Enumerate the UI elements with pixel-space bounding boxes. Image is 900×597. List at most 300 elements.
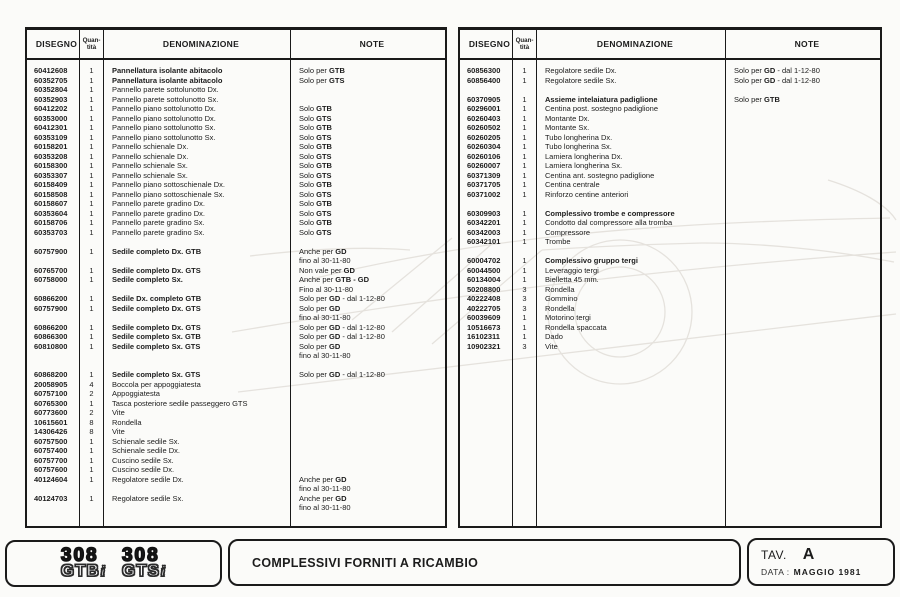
part-qty: 1 bbox=[80, 370, 104, 380]
part-qty: 1 bbox=[513, 180, 537, 190]
part-note bbox=[291, 332, 445, 342]
part-code: 60260304 bbox=[460, 142, 513, 152]
part-name: Complessivo trombe e compressore bbox=[537, 209, 726, 219]
note-line: Solo GTS bbox=[299, 113, 332, 123]
note-line: Solo GTB bbox=[299, 123, 332, 132]
part-note bbox=[291, 76, 445, 86]
part-name: Pannello schienale Sx. bbox=[104, 161, 291, 171]
part-name: Bielletta 45 mm. bbox=[537, 275, 726, 285]
table-row bbox=[460, 142, 880, 152]
part-name: Vite bbox=[537, 342, 726, 352]
table-row bbox=[27, 180, 445, 190]
part-name: Sedile completo Sx. bbox=[104, 275, 291, 294]
part-qty: 3 bbox=[513, 294, 537, 304]
part-qty: 1 bbox=[80, 133, 104, 143]
part-note bbox=[291, 437, 445, 447]
part-code: 60371705 bbox=[460, 180, 513, 190]
part-qty: 1 bbox=[80, 247, 104, 266]
part-code: 40124703 bbox=[27, 494, 80, 513]
table-row bbox=[27, 275, 445, 294]
part-qty: 1 bbox=[80, 218, 104, 228]
part-note bbox=[291, 361, 445, 371]
spacer-row bbox=[460, 85, 880, 95]
part-name: Pannello parete gradino Dx. bbox=[104, 199, 291, 209]
part-note bbox=[291, 142, 445, 152]
part-code: 40124604 bbox=[27, 475, 80, 494]
part-code: 60260205 bbox=[460, 133, 513, 143]
part-code: 60810800 bbox=[27, 342, 80, 361]
table-row bbox=[460, 285, 880, 295]
part-qty: 1 bbox=[80, 332, 104, 342]
part-note bbox=[726, 104, 880, 114]
part-qty: 3 bbox=[513, 342, 537, 352]
note-line: Solo per GD - dal 1-12-80 bbox=[299, 322, 385, 332]
table-row bbox=[27, 465, 445, 475]
table-row bbox=[27, 494, 445, 513]
part-note bbox=[726, 199, 880, 209]
part-code: 60353109 bbox=[27, 133, 80, 143]
spacer-row bbox=[460, 351, 880, 526]
part-qty: 1 bbox=[513, 142, 537, 152]
part-name: Centina centrale bbox=[537, 180, 726, 190]
part-qty bbox=[513, 351, 537, 526]
part-qty: 1 bbox=[513, 171, 537, 181]
table-row bbox=[27, 266, 445, 276]
part-code: 60158409 bbox=[27, 180, 80, 190]
part-note bbox=[291, 389, 445, 399]
parts-table-left bbox=[25, 27, 447, 528]
part-qty: 2 bbox=[80, 408, 104, 418]
part-name bbox=[537, 351, 726, 526]
part-name: Pannellatura isolante abitacolo bbox=[104, 76, 291, 86]
part-name: Pannello parete gradino Sx. bbox=[104, 228, 291, 238]
part-name: Dado bbox=[537, 332, 726, 342]
table-row bbox=[460, 161, 880, 171]
part-name: Regolatore sedile Sx. bbox=[537, 76, 726, 86]
table-body-right bbox=[460, 60, 880, 526]
part-note bbox=[291, 294, 445, 304]
part-qty: 1 bbox=[80, 199, 104, 209]
tav-value: A bbox=[802, 546, 815, 563]
part-name: Tubo longherina Dx. bbox=[537, 133, 726, 143]
part-note bbox=[291, 465, 445, 475]
table-row bbox=[460, 190, 880, 200]
note-line: Solo per GD bbox=[299, 303, 341, 313]
table-row bbox=[460, 66, 880, 76]
table-row bbox=[27, 95, 445, 105]
spacer-row bbox=[27, 361, 445, 371]
table-row bbox=[27, 228, 445, 238]
table-row bbox=[460, 332, 880, 342]
part-name: Tasca posteriore sedile passeggero GTS bbox=[104, 399, 291, 409]
part-code: 60412202 bbox=[27, 104, 80, 114]
part-note bbox=[726, 180, 880, 190]
part-code: 60260007 bbox=[460, 161, 513, 171]
part-qty: 1 bbox=[80, 494, 104, 513]
date-line bbox=[761, 567, 893, 577]
col-header-note: NOTE bbox=[794, 39, 820, 49]
col-header-quantita bbox=[80, 30, 104, 58]
table-header-right bbox=[460, 30, 880, 60]
part-code bbox=[460, 351, 513, 526]
part-note bbox=[291, 152, 445, 162]
part-qty: 1 bbox=[513, 104, 537, 114]
part-note bbox=[291, 266, 445, 276]
table-row bbox=[460, 256, 880, 266]
part-note bbox=[291, 380, 445, 390]
part-qty: 1 bbox=[80, 304, 104, 323]
part-qty: 2 bbox=[80, 389, 104, 399]
part-code: 60296001 bbox=[460, 104, 513, 114]
table-row bbox=[460, 209, 880, 219]
note-line: Solo GTS bbox=[299, 151, 332, 161]
part-name bbox=[104, 237, 291, 247]
part-qty: 1 bbox=[513, 76, 537, 86]
part-name: Pannello parete sottolunotto Sx. bbox=[104, 95, 291, 105]
part-code: 60758000 bbox=[27, 275, 80, 294]
part-note bbox=[291, 218, 445, 228]
table-row bbox=[27, 142, 445, 152]
table-reference-box bbox=[747, 538, 895, 586]
logo-gtb-text: GTBi bbox=[60, 560, 106, 580]
col-header-note: NOTE bbox=[359, 39, 385, 49]
part-note bbox=[726, 323, 880, 333]
date-label: DATA : bbox=[761, 567, 790, 577]
part-note bbox=[726, 332, 880, 342]
part-qty: 1 bbox=[513, 237, 537, 247]
part-code: 60342101 bbox=[460, 237, 513, 247]
part-qty: 1 bbox=[513, 190, 537, 200]
part-qty: 1 bbox=[513, 133, 537, 143]
part-qty bbox=[513, 199, 537, 209]
part-qty: 3 bbox=[513, 304, 537, 314]
logo-308-text: 308 bbox=[121, 544, 160, 566]
part-note bbox=[291, 209, 445, 219]
part-name: Rondella bbox=[104, 418, 291, 428]
part-name: Pannello parete gradino Dx. bbox=[104, 209, 291, 219]
qty-header-line1: Quan- bbox=[82, 37, 101, 44]
part-name: Pannello piano sottoschienale Sx. bbox=[104, 190, 291, 200]
table-row bbox=[27, 399, 445, 409]
part-name bbox=[537, 247, 726, 257]
part-note bbox=[726, 266, 880, 276]
part-code: 10516673 bbox=[460, 323, 513, 333]
note-line: Solo per GD - dal 1-12-80 bbox=[299, 294, 385, 303]
part-qty: 1 bbox=[80, 209, 104, 219]
table-row bbox=[27, 66, 445, 76]
part-code: 60158201 bbox=[27, 142, 80, 152]
part-name: Rondella spaccata bbox=[537, 323, 726, 333]
qty-header-line2: tità bbox=[86, 44, 97, 51]
part-qty: 1 bbox=[80, 66, 104, 76]
table-row bbox=[27, 85, 445, 95]
part-code: 50208800 bbox=[460, 285, 513, 295]
part-qty: 1 bbox=[80, 294, 104, 304]
part-qty bbox=[80, 361, 104, 371]
part-name: Schienale sedile Dx. bbox=[104, 446, 291, 456]
part-name: Sedile completo Sx. GTB bbox=[104, 332, 291, 342]
part-name: Tubo longherina Sx. bbox=[537, 142, 726, 152]
note-line: Solo per GD - dal 1-12-80 bbox=[299, 370, 385, 379]
note-line: Fino al 30-11-80 bbox=[299, 284, 354, 294]
part-code: 60342003 bbox=[460, 228, 513, 238]
table-row bbox=[27, 133, 445, 143]
part-code: 60309903 bbox=[460, 209, 513, 219]
part-code: 16102311 bbox=[460, 332, 513, 342]
part-code: 60757100 bbox=[27, 389, 80, 399]
part-code: 60412301 bbox=[27, 123, 80, 133]
part-note bbox=[726, 161, 880, 171]
part-qty: 1 bbox=[80, 180, 104, 190]
parts-table-right bbox=[458, 27, 882, 528]
col-header-quantita bbox=[513, 30, 537, 58]
part-note bbox=[291, 85, 445, 95]
part-qty: 8 bbox=[80, 427, 104, 437]
part-name: Gommino bbox=[537, 294, 726, 304]
part-qty: 1 bbox=[80, 114, 104, 124]
part-qty: 1 bbox=[80, 437, 104, 447]
part-note bbox=[291, 171, 445, 181]
part-qty: 1 bbox=[513, 332, 537, 342]
part-name: Schienale sedile Sx. bbox=[104, 437, 291, 447]
part-name: Pannello schienale Dx. bbox=[104, 142, 291, 152]
part-code: 60158508 bbox=[27, 190, 80, 200]
part-name: Lamiera longherina Sx. bbox=[537, 161, 726, 171]
part-qty: 1 bbox=[80, 171, 104, 181]
part-qty: 1 bbox=[80, 475, 104, 494]
part-code: 60412608 bbox=[27, 66, 80, 76]
part-code: 60134004 bbox=[460, 275, 513, 285]
part-qty: 1 bbox=[80, 228, 104, 238]
part-code: 60868200 bbox=[27, 370, 80, 380]
part-code: 60757400 bbox=[27, 446, 80, 456]
part-note bbox=[291, 133, 445, 143]
part-note bbox=[726, 152, 880, 162]
part-note bbox=[726, 95, 880, 105]
part-code: 60765700 bbox=[27, 266, 80, 276]
table-row bbox=[27, 427, 445, 437]
part-code: 60260106 bbox=[460, 152, 513, 162]
spacer-row bbox=[27, 513, 445, 527]
part-note bbox=[291, 114, 445, 124]
part-qty: 1 bbox=[80, 399, 104, 409]
part-name: Pannello parete gradino Sx. bbox=[104, 218, 291, 228]
table-row bbox=[460, 323, 880, 333]
part-code: 60856300 bbox=[460, 66, 513, 76]
part-name: Motorino tergi bbox=[537, 313, 726, 323]
part-name: Trombe bbox=[537, 237, 726, 247]
part-qty: 1 bbox=[513, 218, 537, 228]
part-qty: 1 bbox=[80, 123, 104, 133]
part-qty bbox=[513, 247, 537, 257]
qty-header-line1: Quan- bbox=[515, 37, 534, 44]
note-line: Non vale per GD bbox=[299, 265, 355, 275]
part-code: 60044500 bbox=[460, 266, 513, 276]
part-code: 60856400 bbox=[460, 76, 513, 86]
table-row bbox=[460, 133, 880, 143]
note-line: Anche per GD bbox=[299, 474, 347, 484]
part-note bbox=[726, 142, 880, 152]
part-qty: 1 bbox=[80, 323, 104, 333]
table-row bbox=[27, 247, 445, 266]
table-row bbox=[460, 152, 880, 162]
plate-title: COMPLESSIVI FORNITI A RICAMBIO bbox=[252, 555, 479, 570]
note-line: Solo GTB bbox=[299, 180, 332, 189]
part-name: Pannello piano sottolunotto Sx. bbox=[104, 133, 291, 143]
part-name: Compressore bbox=[537, 228, 726, 238]
part-qty: 1 bbox=[80, 456, 104, 466]
note-line: Solo GTS bbox=[299, 227, 332, 237]
part-note bbox=[291, 237, 445, 247]
table-row bbox=[27, 437, 445, 447]
note-line: fino al 30-11-80 bbox=[299, 503, 351, 512]
part-name: Leveraggio tergi bbox=[537, 266, 726, 276]
part-code: 60371002 bbox=[460, 190, 513, 200]
table-row bbox=[27, 209, 445, 219]
part-code: 60353208 bbox=[27, 152, 80, 162]
part-qty: 1 bbox=[513, 275, 537, 285]
part-qty: 1 bbox=[513, 313, 537, 323]
note-line: Solo per GTB bbox=[734, 94, 780, 104]
part-note bbox=[726, 342, 880, 352]
part-code: 60370905 bbox=[460, 95, 513, 105]
table-row bbox=[27, 446, 445, 456]
part-code: 60866200 bbox=[27, 323, 80, 333]
table-row bbox=[27, 104, 445, 114]
part-code bbox=[27, 361, 80, 371]
part-code: 40222408 bbox=[460, 294, 513, 304]
part-name: Montante Sx. bbox=[537, 123, 726, 133]
part-note bbox=[291, 475, 445, 494]
part-name: Regolatore sedile Sx. bbox=[104, 494, 291, 513]
part-note bbox=[726, 275, 880, 285]
part-qty: 1 bbox=[513, 209, 537, 219]
note-line: Solo GTS bbox=[299, 132, 332, 142]
table-row bbox=[27, 114, 445, 124]
part-name: Rondella bbox=[537, 285, 726, 295]
part-code: 60757900 bbox=[27, 247, 80, 266]
part-qty: 1 bbox=[80, 85, 104, 95]
part-qty: 1 bbox=[513, 152, 537, 162]
part-code bbox=[460, 85, 513, 95]
part-code: 60757600 bbox=[27, 465, 80, 475]
part-qty: 1 bbox=[80, 161, 104, 171]
note-line: Solo per GD - dal 1-12-80 bbox=[734, 75, 820, 85]
table-row bbox=[27, 418, 445, 428]
part-name: Regolatore sedile Dx. bbox=[537, 66, 726, 76]
part-code: 60353604 bbox=[27, 209, 80, 219]
table-header-left bbox=[27, 30, 445, 60]
part-note bbox=[291, 161, 445, 171]
note-line: Solo GTS bbox=[299, 189, 332, 199]
part-note bbox=[291, 247, 445, 266]
table-row bbox=[27, 76, 445, 86]
table-row bbox=[460, 171, 880, 181]
model-logos-box bbox=[5, 540, 222, 587]
part-qty: 1 bbox=[80, 152, 104, 162]
part-code bbox=[460, 199, 513, 209]
part-qty: 1 bbox=[80, 95, 104, 105]
spacer-row bbox=[460, 247, 880, 257]
note-line: Solo GTB bbox=[299, 218, 332, 227]
part-note bbox=[726, 256, 880, 266]
part-code: 60260403 bbox=[460, 114, 513, 124]
part-note bbox=[726, 171, 880, 181]
part-qty: 1 bbox=[80, 142, 104, 152]
part-qty: 1 bbox=[513, 228, 537, 238]
part-code: 60352804 bbox=[27, 85, 80, 95]
logo-308-text: 308 bbox=[60, 544, 99, 566]
table-row bbox=[27, 171, 445, 181]
part-note bbox=[291, 180, 445, 190]
part-qty: 1 bbox=[513, 256, 537, 266]
part-qty: 1 bbox=[80, 190, 104, 200]
part-code bbox=[27, 513, 80, 527]
part-qty: 3 bbox=[513, 285, 537, 295]
part-qty bbox=[80, 513, 104, 527]
note-line: fino al 30-11-80 bbox=[299, 484, 351, 493]
table-row bbox=[27, 161, 445, 171]
table-row bbox=[27, 294, 445, 304]
part-qty: 1 bbox=[80, 465, 104, 475]
part-qty: 1 bbox=[80, 275, 104, 294]
note-line: Solo per GTB bbox=[299, 66, 345, 75]
note-line: fino al 30-11-80 bbox=[299, 256, 351, 265]
part-note bbox=[726, 133, 880, 143]
table-row bbox=[460, 304, 880, 314]
part-note bbox=[291, 342, 445, 361]
part-note bbox=[291, 494, 445, 513]
note-line: Solo per GD - dal 1-12-80 bbox=[734, 66, 820, 75]
part-code: 60342201 bbox=[460, 218, 513, 228]
table-row bbox=[460, 228, 880, 238]
part-name: Pannello piano sottolunotto Sx. bbox=[104, 123, 291, 133]
table-row bbox=[27, 190, 445, 200]
part-note bbox=[726, 218, 880, 228]
part-name: Vite bbox=[104, 408, 291, 418]
table-body-left bbox=[27, 60, 445, 526]
part-note bbox=[291, 323, 445, 333]
note-line: Anche per GTB - GD bbox=[299, 275, 370, 284]
part-name: Centina ant. sostegno padiglione bbox=[537, 171, 726, 181]
part-code: 60757500 bbox=[27, 437, 80, 447]
tav-label: TAV. bbox=[761, 548, 787, 562]
part-qty: 1 bbox=[513, 66, 537, 76]
part-code bbox=[27, 237, 80, 247]
plate-title-box bbox=[228, 539, 741, 586]
part-note bbox=[291, 104, 445, 114]
table-row bbox=[27, 380, 445, 390]
table-row bbox=[27, 218, 445, 228]
part-note bbox=[726, 237, 880, 247]
part-name: Montante Dx. bbox=[537, 114, 726, 124]
part-qty: 1 bbox=[80, 104, 104, 114]
table-row bbox=[460, 95, 880, 105]
table-row bbox=[460, 123, 880, 133]
table-row bbox=[27, 304, 445, 323]
part-name: Pannello piano sottolunotto Dx. bbox=[104, 114, 291, 124]
part-note bbox=[291, 408, 445, 418]
table-row bbox=[460, 313, 880, 323]
part-qty bbox=[80, 237, 104, 247]
table-row bbox=[27, 199, 445, 209]
part-note bbox=[726, 85, 880, 95]
part-name: Sedile completo Dx. GTS bbox=[104, 323, 291, 333]
part-name: Regolatore sedile Dx. bbox=[104, 475, 291, 494]
part-name: Pannello piano sottoschienale Dx. bbox=[104, 180, 291, 190]
part-note bbox=[291, 123, 445, 133]
part-code: 60353000 bbox=[27, 114, 80, 124]
